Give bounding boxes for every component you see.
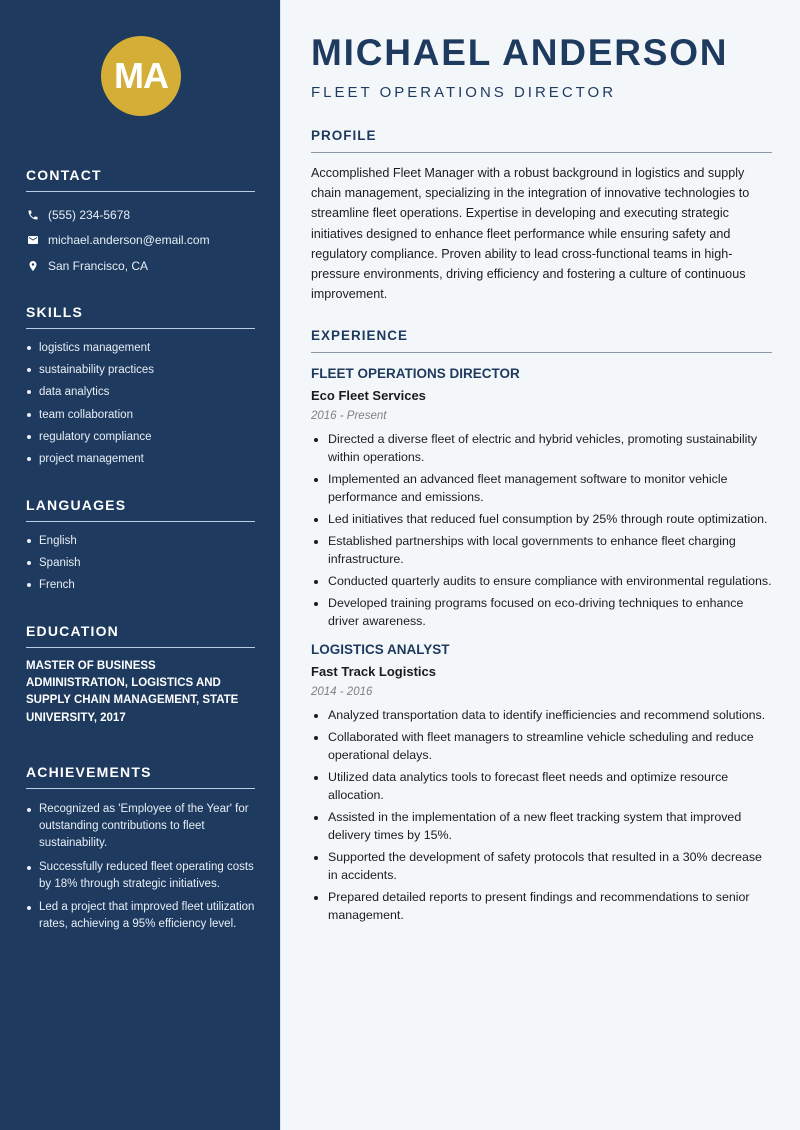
contact-email-text[interactable]: michael.anderson@email.com xyxy=(48,233,210,248)
avatar xyxy=(101,36,181,116)
job-bullet: Implemented an advanced fleet management software to monitor vehicle performance and emissions. xyxy=(311,470,772,506)
job-bullet: Supported the development of safety protocols that resulted in a 30% decrease in accidents. xyxy=(311,848,772,884)
achievement-item: Successfully reduced fleet operating costs by 18% through strategic initiatives. xyxy=(26,859,255,893)
candidate-title: FLEET OPERATIONS DIRECTOR xyxy=(311,84,617,101)
language-item: English xyxy=(26,530,255,552)
job-entry xyxy=(311,642,772,924)
education-degree: MASTER OF BUSINESS ADMINISTRATION, LOGISTICS AND SUPPLY CHAIN MANAGEMENT, STATE UNIVERSITY, 2017 xyxy=(26,660,239,724)
job-bullet: Prepared detailed reports to present findings and recommendations to senior management. xyxy=(311,888,772,924)
job-bullets xyxy=(311,706,772,924)
achievement-item: Led a project that improved fleet utilization rates, achieving a 95% efficiency level. xyxy=(26,899,255,933)
education-heading: EDUCATION xyxy=(26,623,255,648)
job-bullet: Analyzed transportation data to identify inefficiencies and recommend solutions. xyxy=(311,706,772,724)
experience-section xyxy=(311,328,772,928)
skill-item: sustainability practices xyxy=(26,359,255,381)
job-bullet: Established partnerships with local governments to enhance fleet charging infrastructure. xyxy=(311,532,772,568)
job-entry xyxy=(311,366,772,630)
experience-heading: EXPERIENCE xyxy=(311,328,772,353)
skill-item: regulatory compliance xyxy=(26,426,255,448)
job-title: LOGISTICS ANALYST xyxy=(311,642,450,657)
job-bullet: Developed training programs focused on eco-driving techniques to enhance driver awareness. xyxy=(311,594,772,630)
job-bullet: Conducted quarterly audits to ensure compliance with environmental regulations. xyxy=(311,572,772,590)
phone-icon xyxy=(26,208,39,221)
main-content xyxy=(280,0,800,1130)
contact-list xyxy=(26,202,255,279)
language-item: French xyxy=(26,574,255,596)
location-icon xyxy=(26,259,39,272)
skills-heading: SKILLS xyxy=(26,304,255,329)
skills-section xyxy=(26,304,255,470)
languages-list xyxy=(26,530,255,597)
skill-item: logistics management xyxy=(26,337,255,359)
job-dates: 2016 - Present xyxy=(311,410,387,422)
profile-heading: PROFILE xyxy=(311,128,772,153)
job-bullet: Assisted in the implementation of a new fleet tracking system that improved delivery times by 15%. xyxy=(311,808,772,844)
job-bullet: Directed a diverse fleet of electric and hybrid vehicles, promoting sustainability within operations. xyxy=(311,430,772,466)
language-item: Spanish xyxy=(26,552,255,574)
job-company: Fast Track Logistics xyxy=(311,664,436,679)
job-bullets xyxy=(311,430,772,630)
achievements-section xyxy=(26,764,255,940)
skill-item: project management xyxy=(26,448,255,470)
skills-list xyxy=(26,337,255,470)
contact-phone xyxy=(26,202,255,228)
avatar-initials: MA xyxy=(114,55,168,96)
job-company: Eco Fleet Services xyxy=(311,388,426,403)
languages-section xyxy=(26,497,255,597)
profile-summary: Accomplished Fleet Manager with a robust background in logistics and supply chain management, specializing in the integration of innovative technologies to streamline fleet operations. Expertise in developing and executing strategic initiatives designed to enhance fleet performance while ensuring safety and regulatory compliance. Proven ability to lead cross-functional teams in high-pressure environments, driving efficiency and fostering a culture of continuous improvement. xyxy=(311,166,750,302)
email-icon xyxy=(26,234,39,247)
job-bullet: Utilized data analytics tools to forecast fleet needs and optimize resource allocation. xyxy=(311,768,772,804)
achievements-list xyxy=(26,801,255,933)
candidate-name: MICHAEL ANDERSON xyxy=(311,32,729,73)
education-section xyxy=(26,623,255,727)
contact-location xyxy=(26,253,255,279)
achievement-item: Recognized as 'Employee of the Year' for outstanding contributions to fleet sustainability. xyxy=(26,801,255,852)
skill-item: data analytics xyxy=(26,381,255,403)
contact-location-text: San Francisco, CA xyxy=(48,258,149,273)
skill-item: team collaboration xyxy=(26,404,255,426)
job-title: FLEET OPERATIONS DIRECTOR xyxy=(311,366,520,381)
contact-phone-text[interactable]: (555) 234-5678 xyxy=(48,207,131,222)
job-bullet: Collaborated with fleet managers to streamline vehicle scheduling and reduce operational delays. xyxy=(311,728,772,764)
achievements-heading: ACHIEVEMENTS xyxy=(26,764,255,789)
job-bullet: Led initiatives that reduced fuel consumption by 25% through route optimization. xyxy=(311,510,772,528)
job-dates: 2014 - 2016 xyxy=(311,686,373,698)
contact-section xyxy=(26,167,255,279)
profile-section xyxy=(311,128,772,304)
languages-heading: LANGUAGES xyxy=(26,497,255,522)
sidebar xyxy=(0,0,280,1130)
contact-email xyxy=(26,228,255,254)
contact-heading: CONTACT xyxy=(26,167,255,192)
